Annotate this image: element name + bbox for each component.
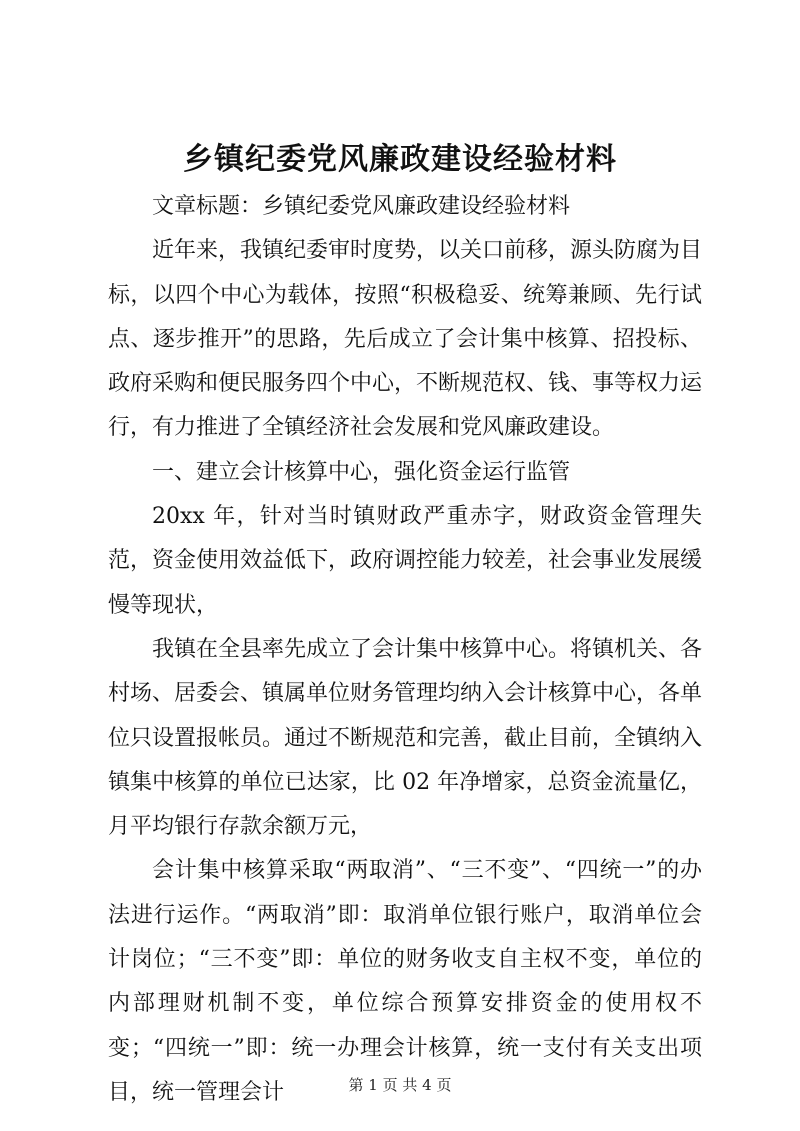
document-body <box>108 185 702 1115</box>
article-heading-line: 文章标题：乡镇纪委党风廉政建设经验材料 <box>152 194 571 219</box>
body-paragraph: 20xx 年，针对当时镇财政严重赤字，财政资金管理失范，资金使用效益低下，政府调控能力较差，社会事业发展缓慢等现状， <box>108 504 703 618</box>
body-paragraph: 我镇在全县率先成立了会计集中核算中心。将镇机关、各村场、居委会、镇属单位财务管理均纳入会计核算中心，各单位只设置报帐员。通过不断规范和完善，截止目前，全镇纳入镇集中核算的单位已达家，比 02 年净增家，总资金流量亿，月平均银行存款余额万元， <box>108 636 703 840</box>
intro-paragraph: 近年来，我镇纪委审时度势，以关口前移，源头防腐为目标，以四个中心为载体，按照“积极稳妥、统筹兼顾、先行试点、逐步推开”的思路，先后成立了会计集中核算、招投标、政府采购和便民服务四个中心，不断规范权、钱、事等权力运行，有力推进了全镇经济社会发展和党风廉政建设。 <box>108 238 703 441</box>
document-title: 乡镇纪委党风廉政建设经验材料 <box>183 142 617 177</box>
page-number-footer: 第 1 页 共 4 页 <box>348 1076 452 1094</box>
section-heading: 一、建立会计核算中心，强化资金运行监管 <box>152 459 571 485</box>
body-paragraph: 会计集中核算采取“两取消”、“三不变”、“四统一”的办法进行运作。“两取消”即：取消单位银行账户，取消单位会计岗位；“三不变”即：单位的财务收支自主权不变，单位的内部理财机制不变，单位综合预算安排资金的使用权不变；“四统一”即：统一办理会计核算，统一支付有关支出项目，统一管理会计 <box>108 858 702 1105</box>
